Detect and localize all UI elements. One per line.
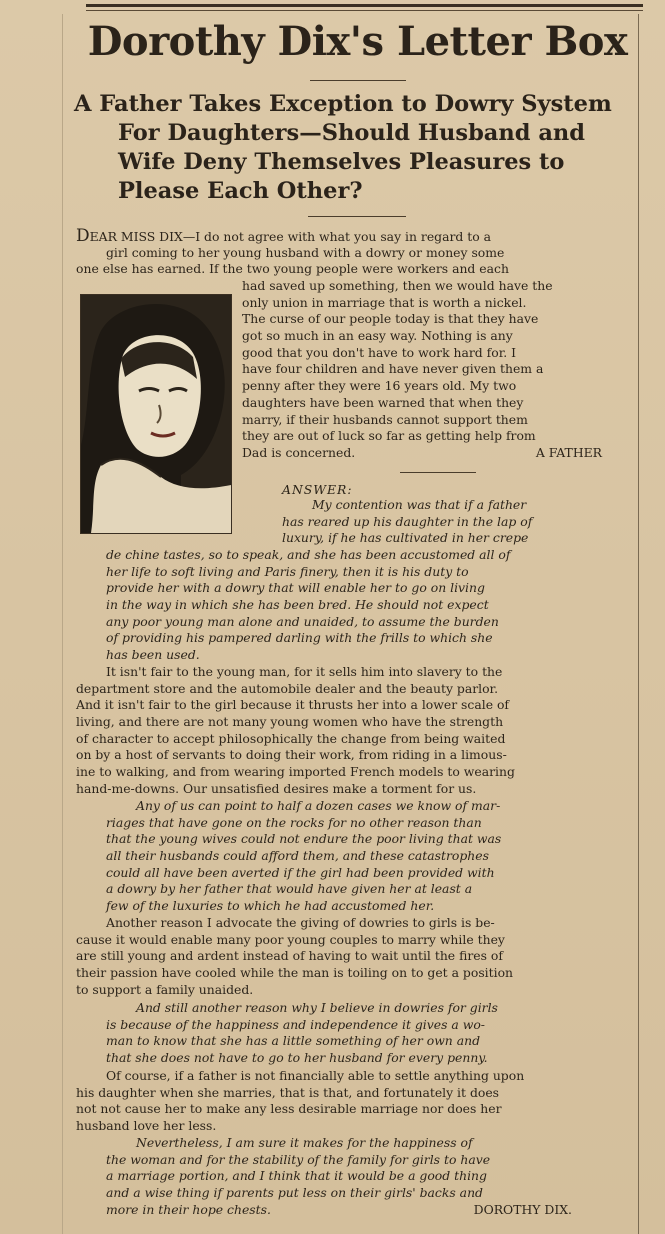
- text-line: any poor young man alone and unaided, to assume the burden: [106, 613, 499, 629]
- text-line: of character to accept philosophically the change from being waited: [76, 730, 506, 746]
- text-line: The curse of our people today is that they have: [242, 311, 539, 327]
- text-line: hand-me-downs. Our unsatisfied desires make a torment for us.: [76, 780, 477, 796]
- text-line: and a wise thing if parents put less on their girls' backs and: [106, 1185, 483, 1201]
- drop-cap: D: [76, 226, 90, 246]
- divider: [308, 216, 406, 217]
- text-line: more in their hope chests. DOROTHY DIX.: [106, 1202, 602, 1219]
- text-line: only union in marriage that is worth a nickel.: [242, 294, 527, 310]
- text-line: cause it would enable many poor young couples to marry while they: [76, 931, 505, 947]
- text-line: husband love her less.: [76, 1118, 217, 1134]
- text-line: Nevertheless, I am sure it makes for the happiness of: [136, 1135, 473, 1150]
- text-line: in the way in which she has been bred. He should not expect: [106, 597, 489, 613]
- text-line: riages that have gone on the rocks for no other reason than: [106, 814, 482, 830]
- paragraph-italic: [106, 1000, 602, 1067]
- text-line: ine to walking, and from wearing imported French models to wearing: [76, 764, 515, 780]
- text-line: And it isn't fair to the girl because it thrusts her into a lower scale of: [76, 697, 510, 713]
- divider: [310, 80, 406, 81]
- answer-label: ANSWER:: [282, 482, 353, 497]
- divider: [400, 472, 476, 473]
- text-line: could all have been averted if the girl had been provided with: [106, 864, 495, 880]
- text-line: My contention was that if a father: [312, 497, 527, 512]
- text-line: that she does not have to go to her husband for every penny.: [106, 1050, 488, 1066]
- paragraph-italic: [106, 798, 602, 915]
- text-line: her life to soft living and Paris finery, then it is his duty to: [106, 563, 469, 579]
- headline-line: Please Each Other?: [118, 178, 363, 204]
- text-line: a dowry by her father that would have given her at least a: [106, 881, 473, 897]
- letter-signature: A FATHER: [535, 444, 602, 460]
- text-line: department store and the automobile dealer and the beauty parlor.: [76, 680, 499, 696]
- text-line: that the young wives could not endure the poor living that was: [106, 831, 502, 847]
- text-line: luxury, if he has cultivated in her crepe: [282, 530, 529, 546]
- letter-intro: [76, 228, 632, 278]
- text-line: their passion have cooled while the man is toiling on to get a position: [76, 965, 514, 981]
- text-line: good that you don't have to work hard for. I: [242, 344, 517, 360]
- text-line: on by a host of servants to doing their work, from riding in a limous-: [76, 747, 507, 763]
- text-line: had saved up something, then we would have the: [242, 278, 553, 293]
- text-line: not not cause her to make any less desirable marriage nor does her: [76, 1101, 502, 1117]
- answer-column: [282, 497, 632, 547]
- text-line: And still another reason why I believe in dowries for girls: [136, 1000, 498, 1015]
- top-rule: [86, 4, 643, 7]
- text-line: living, and there are not many young women who have the strength: [76, 714, 504, 730]
- text-line: daughters have been warned that when they: [242, 394, 524, 410]
- text-line: they are out of luck so far as getting help from: [242, 428, 536, 444]
- text-line: penny after they were 16 years old. My two: [242, 378, 517, 394]
- text-line: got so much in an easy way. Nothing is any: [242, 328, 513, 344]
- text-line: has been used.: [106, 647, 200, 663]
- text-line: DEAR MISS DIX—I do not agree with what you say in regard to a: [76, 226, 492, 246]
- paragraph: [76, 664, 632, 798]
- headline: [74, 90, 640, 206]
- text-line: all their husbands could afford them, and these catastrophes: [106, 848, 489, 864]
- text-line: is because of the happiness and independence it gives a wo-: [106, 1016, 485, 1032]
- text-line: de chine tastes, so to speak, and she has been accustomed all of: [106, 547, 511, 562]
- signature: DOROTHY DIX.: [473, 1201, 572, 1217]
- text-line: Another reason I advocate the giving of dowries to girls is be-: [106, 915, 495, 930]
- text-line: man to know that she has a little something of her own and: [106, 1033, 481, 1049]
- portrait-of-woman-icon: [81, 295, 231, 533]
- paragraph-italic: [106, 1135, 602, 1218]
- text-line: have four children and have never given them a: [242, 361, 544, 377]
- column-rule-left: [62, 14, 63, 1234]
- letter-column: [242, 278, 632, 462]
- text-line: one else has earned. If the two young people were workers and each: [76, 261, 509, 277]
- text-line: are still young and ardent instead of having to wait until the fires of: [76, 948, 503, 964]
- text-line: provide her with a dowry that will enable her to go on living: [106, 580, 485, 596]
- top-rule-thin: [86, 10, 643, 11]
- text-line: few of the luxuries to which he had accustomed her.: [106, 898, 435, 914]
- text-line: has reared up his daughter in the lap of: [282, 513, 533, 529]
- headline-line: For Daughters—Should Husband and: [118, 120, 585, 146]
- portrait-illustration: [80, 294, 232, 534]
- text-line: of providing his pampered darling with the frills to which she: [106, 630, 493, 646]
- text-line: marry, if their husbands cannot support them: [242, 411, 528, 427]
- text-line: It isn't fair to the young man, for it sells him into slavery to the: [106, 664, 503, 679]
- text-line: the woman and for the stability of the family for girls to have: [106, 1151, 491, 1167]
- text-line: his daughter when she marries, that is that, and fortunately it does: [76, 1084, 500, 1100]
- headline-line: Wife Deny Themselves Pleasures to: [118, 149, 565, 175]
- paragraph: [76, 915, 632, 998]
- text-line: to support a family unaided.: [76, 981, 254, 997]
- masthead: Dorothy Dix's Letter Box: [87, 18, 628, 65]
- paragraph: [76, 1068, 632, 1135]
- answer-paragraph: [106, 547, 602, 664]
- text-line: a marriage portion, and I think that it would be a good thing: [106, 1168, 487, 1184]
- text-line: Dad is concerned. A FATHER: [242, 445, 632, 462]
- text-line: Any of us can point to half a dozen cases we know of mar-: [136, 798, 501, 813]
- text-line: Of course, if a father is not financially able to settle anything upon: [106, 1068, 525, 1083]
- text-line: girl coming to her young husband with a dowry or money some: [106, 244, 505, 260]
- headline-line: A Father Takes Exception to Dowry System: [74, 91, 612, 117]
